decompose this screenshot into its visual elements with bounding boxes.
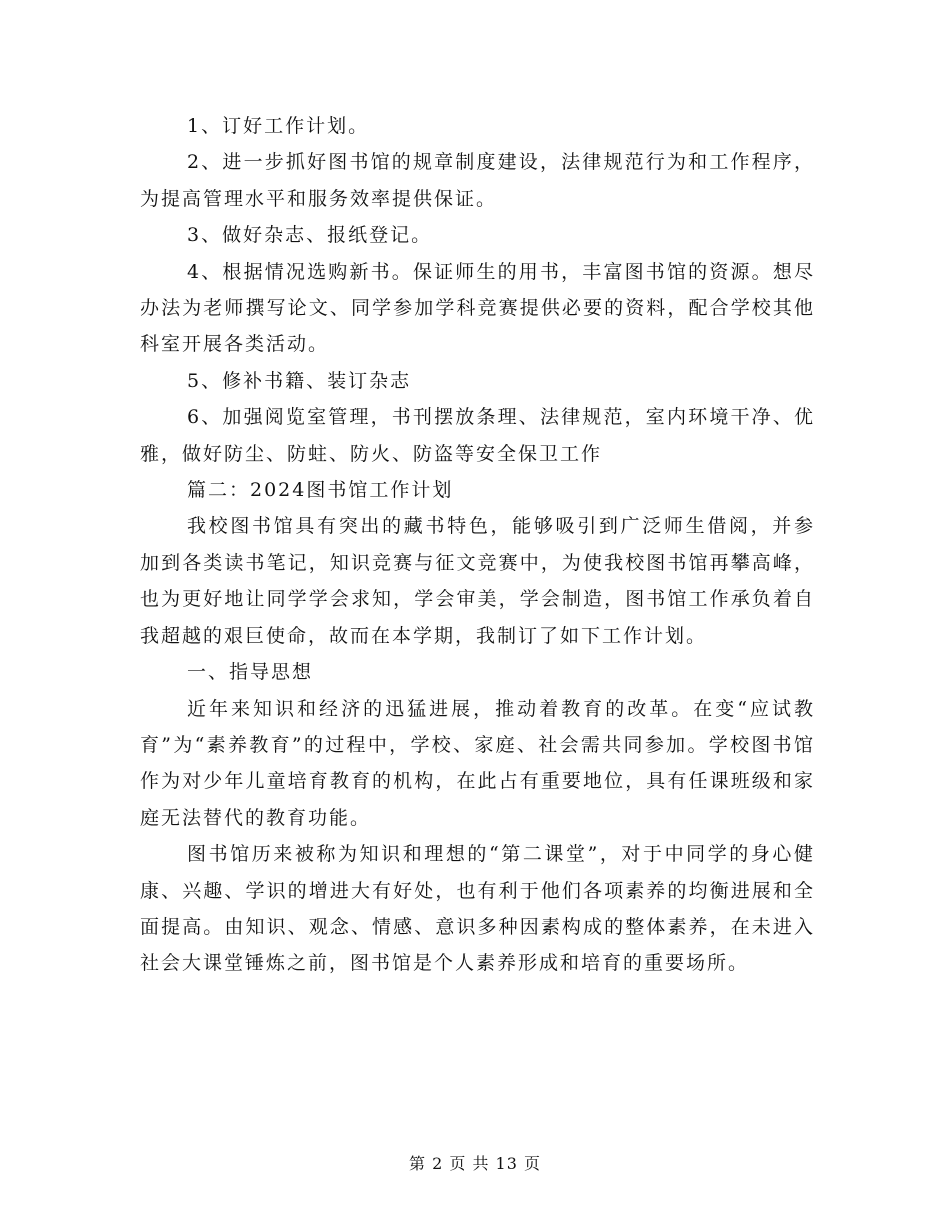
paragraph: 近年来知识和经济的迅猛进展，推动着教育的改革。在变“应试教育”为“素养教育”的过程中，学校、家庭、社会需共同参加。学校图书馆作为对少年儿童培育教育的机构，在此占有重要地位，具有任课班级和家庭无法替代的教育功能。 (140, 697, 815, 829)
paragraph: 图书馆历来被称为知识和理想的“第二课堂”，对于中同学的身心健康、兴趣、学识的增进大有好处，也有利于他们各项素养的均衡进展和全面提高。由知识、观念、情感、意识多种因素构成的整体素养，在未进入社会大课堂锤炼之前，图书馆是个人素养形成和培育的重要场所。 (140, 843, 815, 975)
paragraph: 1、订好工作计划。 (187, 115, 370, 137)
subsection-heading: 一、指导思想 (187, 661, 314, 684)
section-heading: 篇二：2024图书馆工作计划 (187, 479, 454, 502)
paragraph: 我校图书馆具有突出的藏书特色，能够吸引到广泛师生借阅，并参加到各类读书笔记，知识竞赛与征文竞赛中，为使我校图书馆再攀高峰，也为更好地让同学学会求知，学会审美，学会制造，图书馆工作承负着自我超越的艰巨使命，故而在本学期，我制订了如下工作计划。 (140, 515, 815, 647)
paragraph: 6、加强阅览室管理，书刊摆放条理、法律规范，室内环境干净、优雅，做好防尘、防蛀、防火、防盗等安全保卫工作 (140, 406, 815, 465)
paragraph: 2、进一步抓好图书馆的规章制度建设，法律规范行为和工作程序，为提高管理水平和服务效率提供保证。 (140, 151, 815, 210)
document-body (140, 108, 815, 982)
paragraph: 3、做好杂志、报纸登记。 (187, 224, 433, 247)
page-number: 第 2 页 共 13 页 (409, 1154, 541, 1173)
paragraph: 5、修补书籍、装订杂志 (187, 369, 412, 392)
paragraph: 4、根据情况选购新书。保证师生的用书，丰富图书馆的资源。想尽办法为老师撰写论文、同学参加学科竞赛提供必要的资料，配合学校其他科室开展各类活动。 (140, 260, 815, 356)
